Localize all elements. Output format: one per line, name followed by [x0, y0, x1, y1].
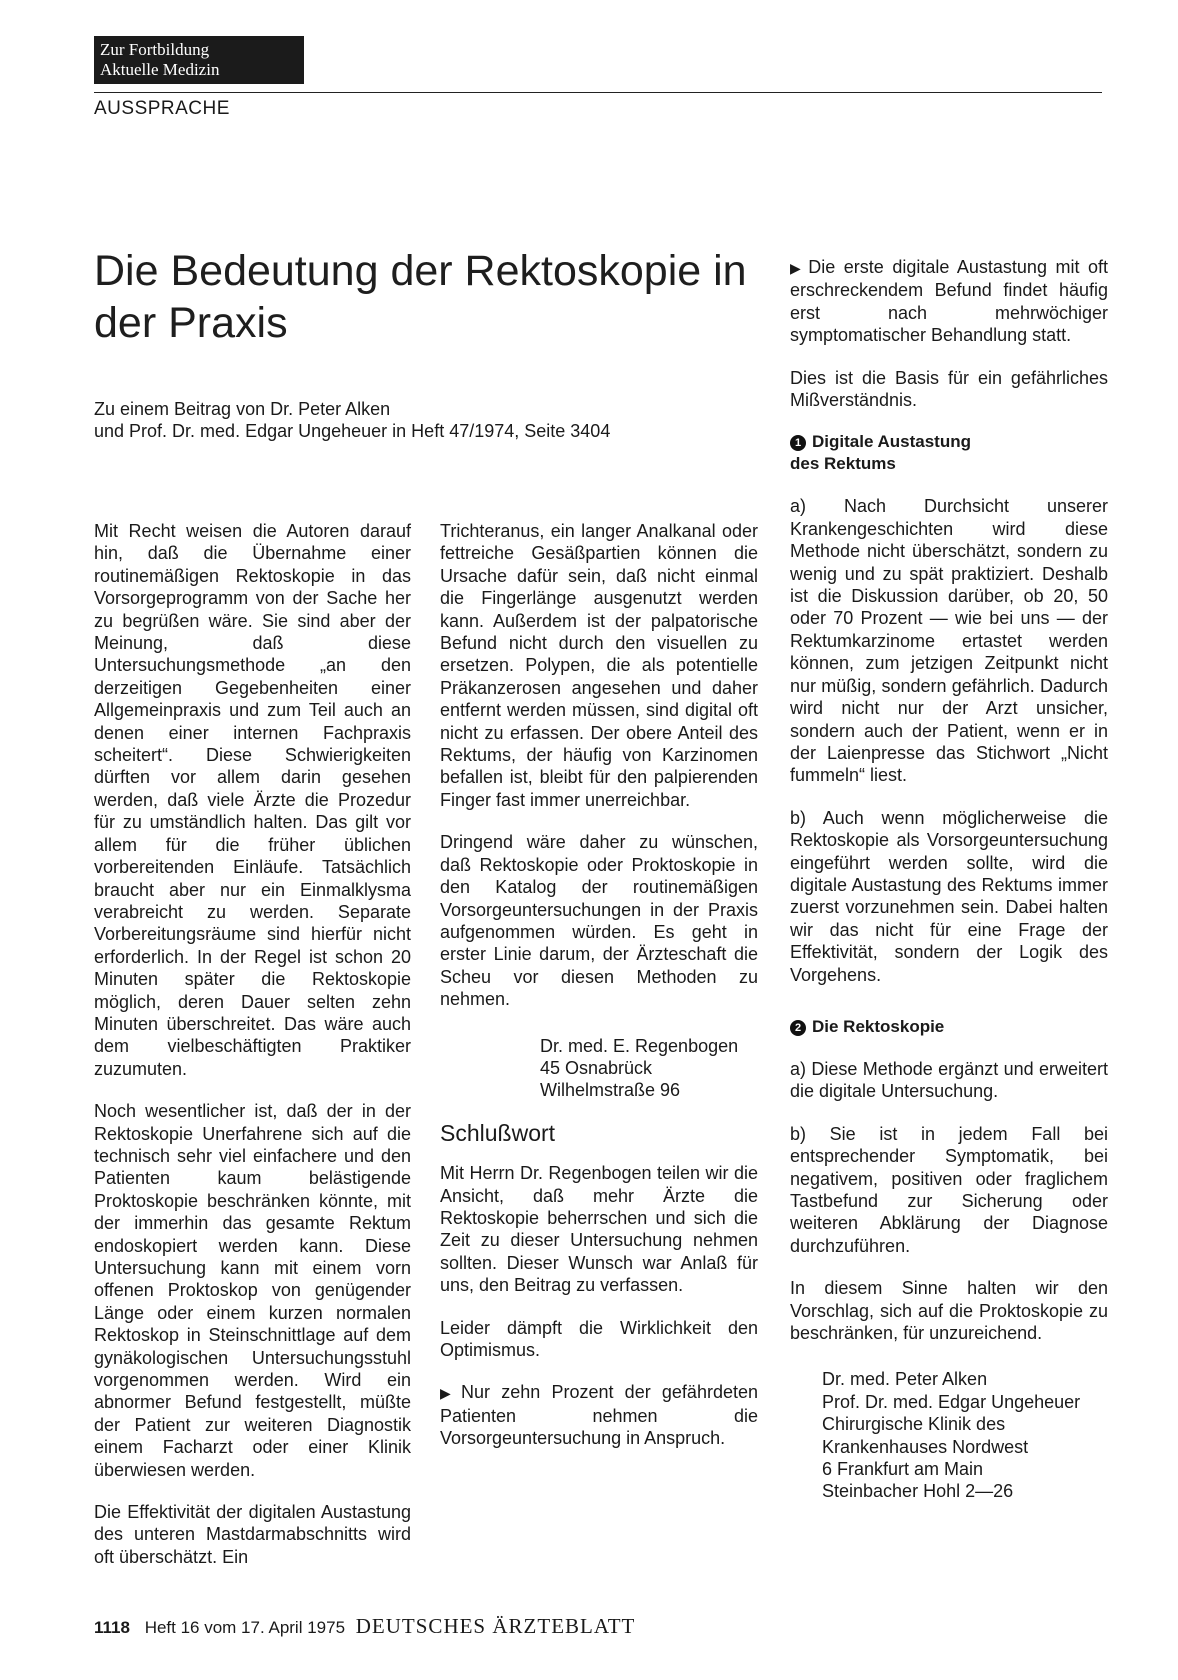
paragraph: Leider dämpft die Wirklichkeit den Optimismus.: [440, 1317, 758, 1360]
badge-line-2: Aktuelle Medizin: [100, 60, 220, 79]
paragraph: b) Auch wenn möglicherweise die Rektoskopie als Vorsorgeuntersuchung eingeführt werden sollte, wird die digitale Austastung des Rektums immer zuerst vorzunehmen sein. Dabei halten wir das nicht für eine Frage der Effektivität, sondern der Logik des Vorgehens.: [790, 807, 1108, 985]
paragraph: [790, 256, 1108, 347]
paragraph: a) Diese Methode ergänzt und erweitert die digitale Untersuchung.: [790, 1058, 1108, 1102]
paragraph: a) Nach Durchsicht unserer Krankengeschichten wird diese Methode nicht überschätzt, sondern zu wenig und zu spät praktiziert. Deshalb ist die Diskussion darüber, ob 20, 50 oder 70 Prozent — wie bei uns — der Rektumkarzinome ertastet werden können, zum jetzigen Zeitpunkt nicht nur müßig, sondern gefährlich. Dadurch wird nicht nur der Arzt unsicher, sondern auch der Patient, wenn er in der Laienpresse das Stichwort „Nicht fummeln“ liest.: [790, 496, 1108, 786]
bullet-text: Nur zehn Prozent der gefährdeten Patienten nehmen die Vorsorgeuntersuchung in Anspruch.: [440, 1382, 758, 1449]
authors-signature: [822, 1368, 1108, 1502]
paragraph: b) Sie ist in jedem Fall bei entsprechender Symptomatik, bei negativem, positiven oder fraglichem Tastbefund zur Sicherung oder weiteren Abklärung der Diagnose durchzuführen.: [790, 1123, 1108, 1256]
column-3-top: [790, 256, 1108, 1523]
number-bullet-icon: 2: [790, 1020, 806, 1036]
triangle-bullet-icon: ▶: [440, 1385, 457, 1402]
subtitle-line-1: Zu einem Beitrag von Dr. Peter Alken: [94, 399, 391, 419]
article-subtitle: [94, 398, 610, 442]
signature-line: Chirurgische Klinik des: [822, 1414, 1006, 1435]
paragraph: Dies ist die Basis für ein gefährliches Mißverständnis.: [790, 367, 1108, 411]
page-number: 1118: [94, 1618, 130, 1637]
subheading-text: Die Rektoskopie: [812, 1016, 945, 1036]
subheading-rektoskopie: [790, 1016, 1108, 1038]
letter-signature: [540, 1035, 758, 1102]
paragraph: Noch wesentlicher ist, daß der in der Rektoskopie Unerfahrene sich auf die technisch sehr viel einfachere und den Patienten kaum belästigende Proktoskopie beschränken könnte, mit der immerhin das gesamte Rektum endoskopiert werden kann. Diese Untersuchung kann mit einem vorn offenen Proktoskop von genügender Länge oder einem kurzen normalen Rektoskop in Steinschnittlage auf dem gynäkologischen Untersuchungsstuhl vorgenommen werden. Wird ein abnormer Befund festgestellt, müßte der Patient zur weiteren Diagnostik einem Facharzt oder einer Klinik überwiesen werden.: [94, 1101, 411, 1480]
paragraph: Trichteranus, ein langer Analkanal oder fettreiche Gesäßpartien können die Ursache dafür sein, daß nicht einmal die Fingerlänge ausgenutzt werden kann. Außerdem ist der palpatorische Befund nicht durch den visuellen zu ersetzen. Polypen, die als potentielle Präkanzerosen angesehen und daher entfernt werden müssen, sind digital oft nicht zu erfassen. Der obere Anteil des Rektums, der häufig von Karzinomen befallen ist, bleibt für den palpierenden Finger fast immer unerreichbar.: [440, 521, 758, 810]
reply-heading: Schlußwort: [440, 1119, 556, 1146]
paragraph: In diesem Sinne halten wir den Vorschlag, sich auf die Proktoskopie zu beschränken, für unzureichend.: [790, 1278, 1108, 1344]
magazine-name: DEUTSCHES ÄRZTEBLATT: [355, 1614, 636, 1638]
signature-line: Prof. Dr. med. Edgar Ungeheuer: [822, 1391, 1081, 1412]
badge-line-1: Zur Fortbildung: [100, 40, 210, 59]
signature-line: 6 Frankfurt am Main: [822, 1459, 984, 1480]
subheading-line-2: des Rektums: [790, 454, 896, 474]
number-bullet-icon: 1: [790, 435, 806, 451]
page-footer: [94, 1614, 635, 1639]
paragraph: [440, 1381, 758, 1449]
issue-info: Heft 16 vom 17. April 1975: [144, 1618, 346, 1637]
signature-line: Krankenhauses Nordwest: [822, 1436, 1029, 1457]
paragraph: Mit Recht weisen die Autoren darauf hin, daß die Übernahme einer routinemäßigen Rektoskopie in das Vorsorgeprogramm von der Sache her zu begrüßen wäre. Sie sind aber der Meinung, daß diese Untersuchungsmethode „an den derzeitigen Gegebenheiten einer Allgemeinpraxis und zum Teil auch an denen einer internen Fachpraxis scheitert“. Diese Schwierigkeiten dürften vor allem darin gesehen werden, daß viele Ärzte die Prozedur für zu umständlich halten. Das gilt vor allem für die früher üblichen vorbereitenden Einläufe. Tatsächlich braucht aber nur ein Einmalklysma verabreicht zu werden. Separate Vorbereitungsräume sind hierfür nicht erforderlich. In der Regel ist schon 20 Minuten später die Rektoskopie möglich, deren Dauer selten zehn Minuten überschreitet. Das wäre auch dem vielbeschäftigten Praktiker zuzumuten.: [94, 521, 411, 1079]
signature-line: Wilhelmstraße 96: [540, 1080, 681, 1101]
subtitle-line-2: und Prof. Dr. med. Edgar Ungeheuer in Heft 47/1974, Seite 3404: [94, 421, 611, 441]
category-badge: [94, 36, 304, 84]
signature-line: Dr. med. Peter Alken: [822, 1369, 988, 1390]
triangle-bullet-icon: ▶: [790, 260, 805, 276]
signature-line: Steinbacher Hohl 2—26: [822, 1481, 1014, 1502]
paragraph: Dringend wäre daher zu wünschen, daß Rektoskopie oder Proktoskopie in den Katalog der routinemäßigen Vorsorgeuntersuchungen in der Praxis aufgenommen würden. Es geht in erster Linie darum, der Ärzteschaft die Scheu vor diesen Methoden zu nehmen.: [440, 832, 758, 1010]
subheading-line-1: Digitale Austastung: [812, 432, 971, 452]
subheading-digitale-austastung: [790, 431, 1108, 475]
header-rule: [94, 92, 1102, 93]
section-label: AUSSPRACHE: [94, 98, 230, 119]
signature-line: Dr. med. E. Regenbogen: [540, 1035, 739, 1056]
bullet-text: Die erste digitale Austastung mit oft erschreckendem Befund findet häufig erst nach mehrwöchiger symptomatischer Behandlung statt.: [790, 257, 1108, 346]
column-1: [94, 520, 411, 1588]
paragraph: Die Effektivität der digitalen Austastung des unteren Mastdarmabschnitts wird oft überschätzt. Ein: [94, 1502, 411, 1567]
article-title: Die Bedeutung der Rektoskopie in der Praxis: [94, 247, 747, 347]
signature-line: 45 Osnabrück: [540, 1057, 653, 1078]
column-2: [440, 520, 758, 1470]
paragraph: Mit Herrn Dr. Regenbogen teilen wir die Ansicht, daß mehr Ärzte die Rektoskopie beherrschen und sich die Zeit zu dieser Untersuchung nehmen sollten. Dieser Wunsch war Anlaß für uns, den Beitrag zu verfassen.: [440, 1163, 758, 1296]
